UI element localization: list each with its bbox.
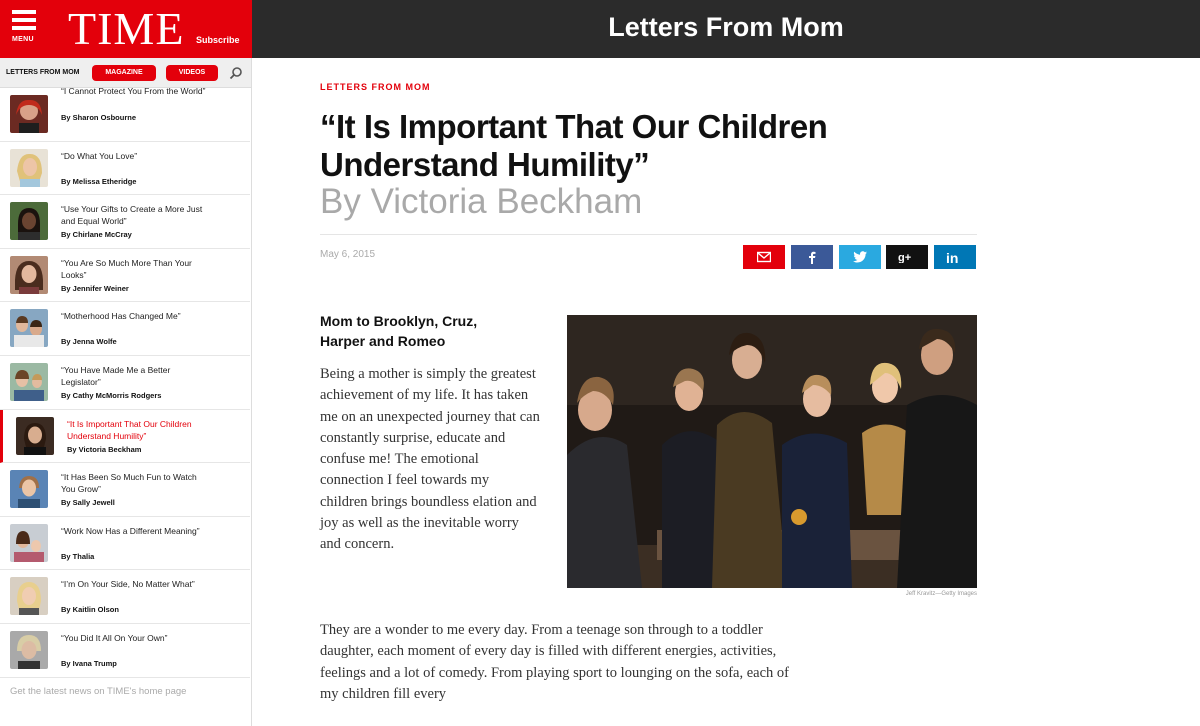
letter-author: By Jennifer Weiner bbox=[61, 283, 129, 293]
letter-author: By Sally Jewell bbox=[61, 498, 115, 508]
share-email-button[interactable] bbox=[743, 245, 785, 269]
list-item[interactable] bbox=[0, 302, 250, 356]
author-thumbnail bbox=[10, 149, 48, 187]
letter-author: By Victoria Beckham bbox=[67, 444, 142, 454]
letter-title: “You Have Made Me a Better Legislator” bbox=[61, 364, 171, 387]
article-kicker[interactable]: LETTERS FROM MOM bbox=[320, 82, 431, 92]
section-label[interactable]: LETTERS FROM MOM bbox=[6, 69, 80, 76]
linkedin-icon bbox=[946, 251, 964, 264]
share-facebook-button[interactable] bbox=[791, 245, 833, 269]
author-thumbnail bbox=[10, 202, 48, 240]
letter-author: By Ivana Trump bbox=[61, 658, 117, 668]
top-bar bbox=[0, 0, 1200, 58]
letter-author: By Jenna Wolfe bbox=[61, 337, 117, 347]
author-thumbnail bbox=[10, 524, 48, 562]
article-paragraph: Being a mother is simply the greatest achievement of my life. It has taken me on an unexpected journey that can constantly surprise, educate and confuse me! The emotional connection I feel towards my children brings boundless elation and joy as well as the inevitable worry and concern. bbox=[320, 366, 540, 553]
letter-title: “Motherhood Has Changed Me” bbox=[61, 311, 181, 322]
letter-title: “Work Now Has a Different Meaning” bbox=[61, 525, 200, 536]
letter-author: By Kaitlin Olson bbox=[61, 605, 119, 615]
list-item[interactable] bbox=[0, 249, 250, 303]
author-thumbnail bbox=[10, 309, 48, 347]
home-page-link[interactable]: Get the latest news on TIME's home page bbox=[10, 686, 187, 697]
list-item[interactable] bbox=[0, 356, 250, 410]
article-dek: Mom to Brooklyn, Cruz, Harper and Romeo bbox=[320, 313, 478, 349]
magazine-button[interactable]: MAGAZINE bbox=[92, 65, 156, 81]
hamburger-icon bbox=[12, 10, 36, 14]
list-item[interactable] bbox=[0, 88, 250, 142]
subscribe-link[interactable]: Subscribe bbox=[196, 35, 240, 45]
letter-author: By Thalia bbox=[61, 551, 95, 561]
letter-title: “It Is Important That Our Children Understand Humility” bbox=[67, 418, 192, 441]
letter-author: By Chirlane McCray bbox=[61, 230, 132, 240]
author-thumbnail bbox=[10, 256, 48, 294]
letter-author: By Cathy McMorris Rodgers bbox=[61, 390, 162, 400]
author-thumbnail bbox=[10, 363, 48, 401]
photo-credit: Jeff Kravitz—Getty Images bbox=[905, 591, 977, 597]
letter-author: By Melissa Etheridge bbox=[61, 176, 137, 186]
sidebar-subnav bbox=[0, 58, 251, 88]
share-google-plus-button[interactable] bbox=[886, 245, 928, 269]
list-item-active[interactable] bbox=[0, 410, 250, 464]
letters-list bbox=[0, 88, 250, 678]
author-thumbnail bbox=[10, 577, 48, 615]
letter-title: “It Has Been So Much Fun to Watch You Grow” bbox=[61, 472, 197, 495]
article-paragraph: They are a wonder to me every day. From a teenage son through to a toddler daughter, each moment of every day is filled with different energies, activities, feelings and a lot of comedy. From playing sport to lounging on the sofa, each of my children fill every bbox=[320, 622, 789, 702]
hamburger-icon-bar bbox=[12, 26, 36, 30]
article-photo bbox=[567, 315, 977, 588]
list-item[interactable] bbox=[0, 463, 250, 517]
list-item[interactable] bbox=[0, 142, 250, 196]
article-date: May 6, 2015 bbox=[320, 249, 376, 260]
twitter-icon bbox=[853, 251, 867, 263]
google-plus-icon bbox=[898, 251, 916, 263]
letter-title: “Use Your Gifts to Create a More Just and Equal World” bbox=[61, 204, 203, 227]
letter-author: By Sharon Osbourne bbox=[61, 113, 137, 122]
sidebar bbox=[0, 58, 252, 726]
author-thumbnail bbox=[10, 470, 48, 508]
article-headline: “It Is Important That Our Children Understand Humility” bbox=[320, 108, 828, 183]
share-twitter-button[interactable] bbox=[839, 245, 881, 269]
list-item[interactable] bbox=[0, 195, 250, 249]
menu-button[interactable] bbox=[12, 10, 40, 50]
author-thumbnail bbox=[10, 95, 48, 133]
list-item[interactable] bbox=[0, 517, 250, 571]
letter-title: “I Cannot Protect You From the World” bbox=[61, 86, 206, 96]
divider bbox=[320, 234, 977, 235]
time-logo[interactable]: TIME bbox=[68, 3, 185, 54]
author-thumbnail bbox=[16, 417, 54, 455]
letter-title: “You Did It All On Your Own” bbox=[61, 632, 168, 643]
svg-text:g+: g+ bbox=[898, 252, 912, 263]
mail-icon bbox=[757, 251, 771, 263]
list-item[interactable] bbox=[0, 624, 250, 678]
svg-text:in: in bbox=[946, 251, 959, 264]
letter-title: “You Are So Much More Than Your Looks” bbox=[61, 257, 192, 280]
search-icon[interactable] bbox=[229, 66, 243, 80]
share-linkedin-button[interactable] bbox=[934, 245, 976, 269]
letter-title: “Do What You Love” bbox=[61, 150, 138, 161]
menu-label: MENU bbox=[12, 36, 34, 43]
brand-block bbox=[0, 0, 252, 58]
series-title: Letters From Mom bbox=[608, 12, 844, 42]
hamburger-icon-bar bbox=[12, 18, 36, 22]
article-byline: By Victoria Beckham bbox=[320, 182, 643, 221]
letter-title: “I’m On Your Side, No Matter What” bbox=[61, 579, 195, 590]
facebook-icon bbox=[808, 251, 816, 264]
author-thumbnail bbox=[10, 631, 48, 669]
videos-button[interactable]: VIDEOS bbox=[166, 65, 218, 81]
list-item[interactable] bbox=[0, 570, 250, 624]
